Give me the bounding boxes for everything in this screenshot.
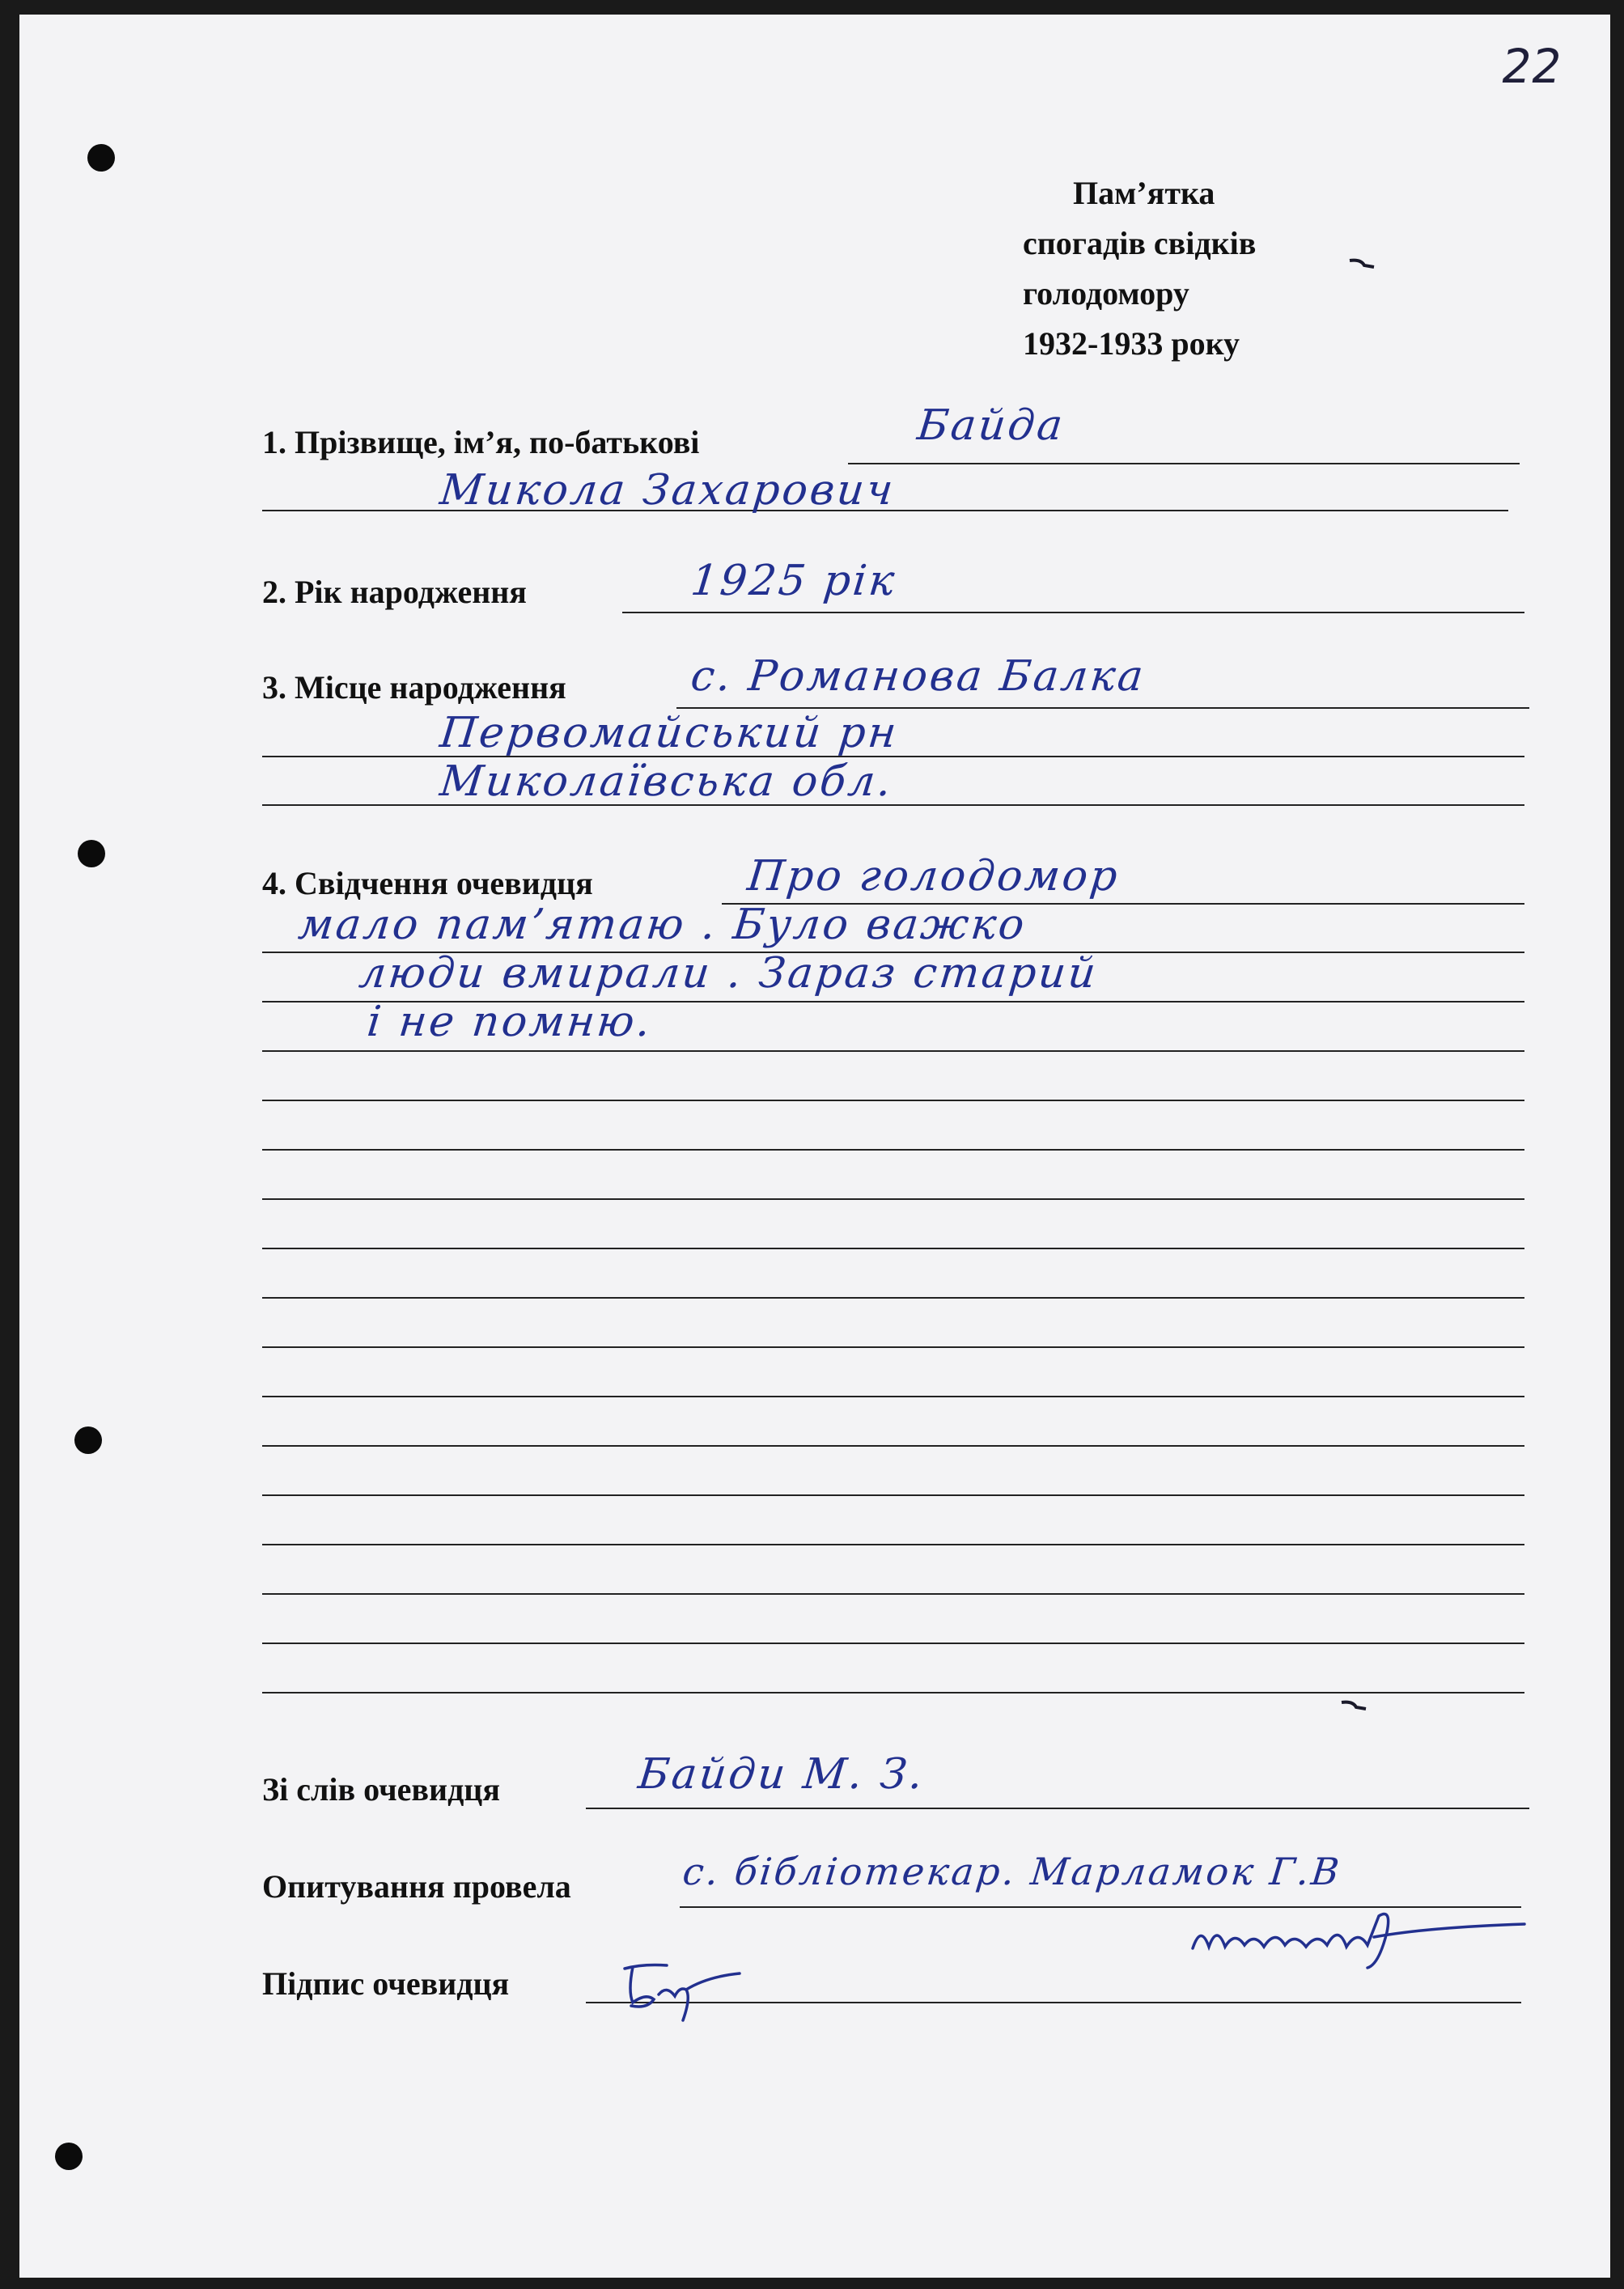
name-value: Микола Захарович	[437, 466, 898, 515]
testimony-value: мало пам’ятаю . Було важко	[295, 901, 1029, 949]
testimony-value: і не помню.	[364, 998, 655, 1046]
testimony-line	[262, 1346, 1524, 1348]
signature-label: Підпис очевидця	[262, 1965, 510, 2002]
birth-place-value: Миколаївська обл.	[437, 757, 896, 806]
birth-year-label: 2. Рік народження	[262, 574, 527, 610]
punch-hole	[78, 840, 105, 867]
testimony-line	[262, 1396, 1524, 1397]
page-number: 22	[1497, 39, 1567, 94]
document-title	[1023, 168, 1256, 369]
birth-place-value: Первомайський рн	[437, 709, 901, 757]
interviewer-signature	[1185, 1900, 1533, 1973]
name-label: 1. Прізвище, ім’я, по-батькові	[262, 424, 700, 460]
document-page	[19, 15, 1610, 2278]
testimony-line	[262, 1100, 1524, 1101]
ink-mark	[1346, 256, 1379, 275]
testimony-line	[262, 1593, 1524, 1595]
testimony-line	[262, 1643, 1524, 1644]
testimony-line	[262, 1544, 1524, 1545]
birth-place-label: 3. Місце народження	[262, 669, 566, 706]
interviewer-label: Опитування провела	[262, 1868, 571, 1905]
testimony-line	[262, 1050, 1524, 1052]
birth-year-value: 1925 рік	[688, 557, 899, 605]
title-line: голодомору	[1023, 275, 1189, 312]
title-line: 1932-1933 року	[1023, 325, 1240, 362]
interviewer-value: с. бібліотекар. Марламок Г.В	[681, 1850, 1344, 1893]
ink-mark	[1338, 1698, 1371, 1717]
testimony-line	[262, 1297, 1524, 1299]
name-line	[848, 463, 1520, 464]
testimony-line	[262, 1198, 1524, 1200]
birth-year-line	[622, 612, 1524, 613]
witness-signature	[618, 1952, 804, 2025]
testimony-value: Про голодомор	[744, 852, 1122, 901]
testimony-value: люди вмирали . Зараз старий	[356, 949, 1100, 998]
title-line: Пам’ятка	[1073, 175, 1215, 211]
testimony-line	[262, 1248, 1524, 1249]
birth-place-value: с. Романова Балка	[688, 652, 1148, 701]
from-words-line	[586, 1808, 1529, 1809]
punch-hole	[74, 1426, 102, 1454]
from-words-label: Зі слів очевидця	[262, 1771, 500, 1808]
testimony-line	[262, 1692, 1524, 1693]
name-value: Байда	[914, 401, 1067, 450]
title-line: спогадів свідків	[1023, 225, 1257, 261]
punch-hole	[87, 144, 115, 172]
from-words-value: Байди М. З.	[635, 1750, 928, 1799]
testimony-line	[262, 1494, 1524, 1496]
testimony-label: 4. Свідчення очевидця	[262, 865, 593, 901]
testimony-line	[262, 1149, 1524, 1151]
punch-hole	[55, 2143, 83, 2170]
testimony-line	[262, 1445, 1524, 1447]
